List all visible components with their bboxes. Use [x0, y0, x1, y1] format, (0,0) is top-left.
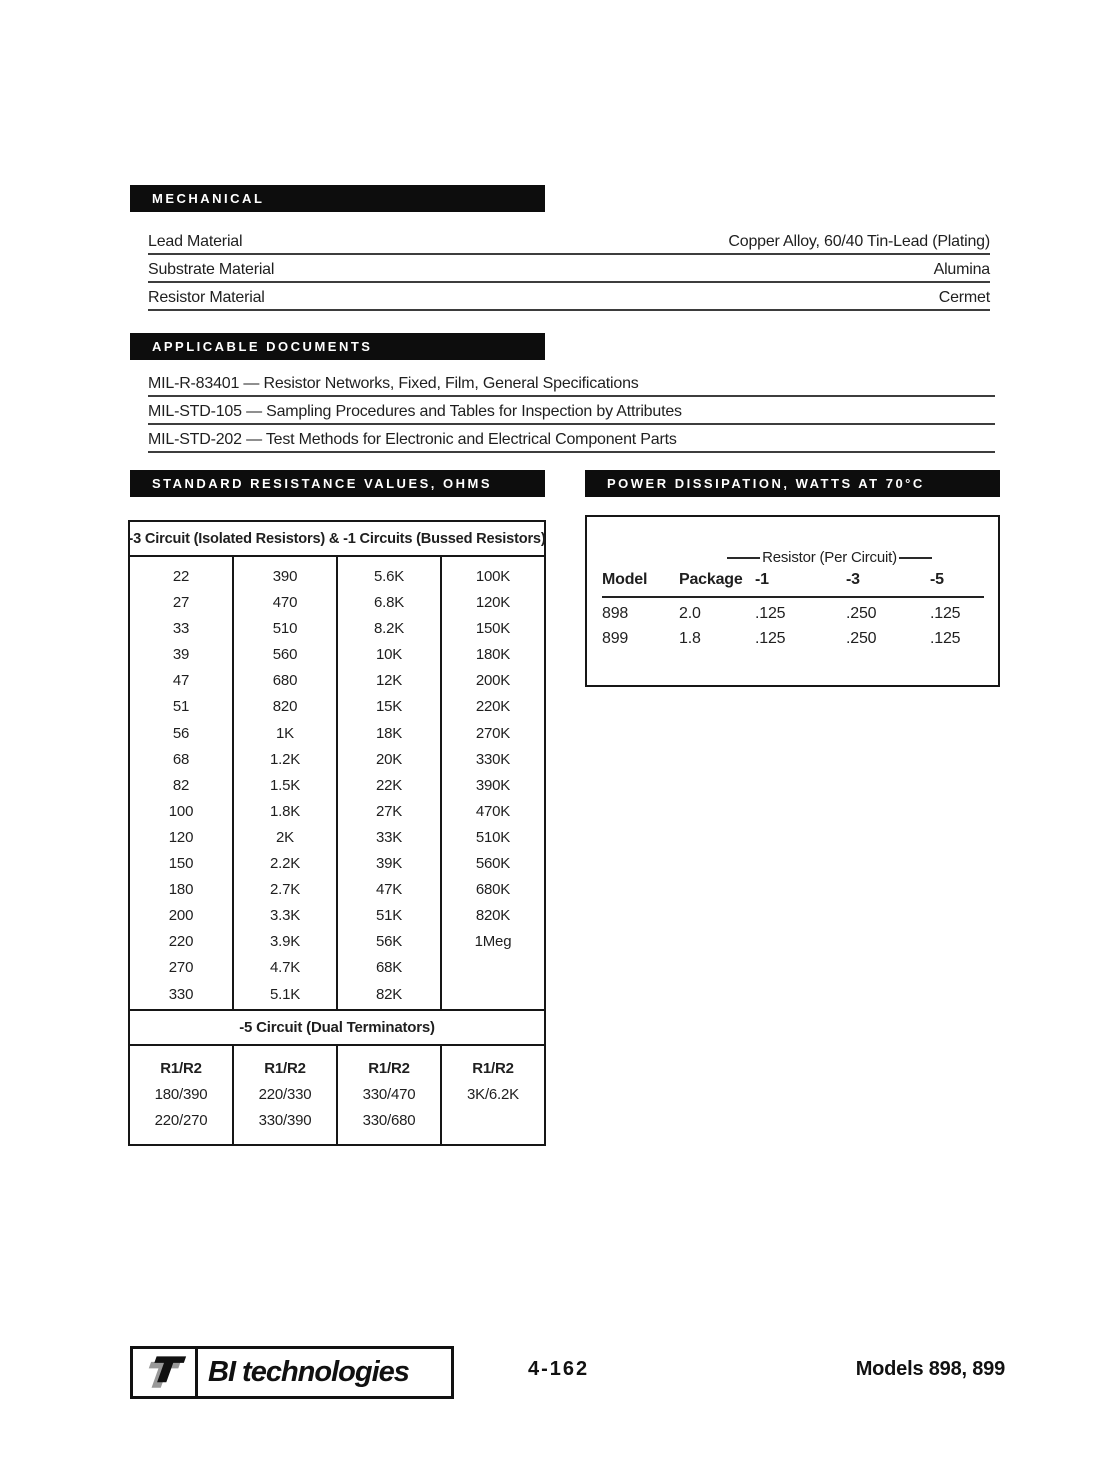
r1-r2-header: R1/R2 — [160, 1060, 202, 1077]
spec-value: Alumina — [933, 261, 990, 278]
resistance-value: 6.8K — [373, 594, 405, 612]
spec-row — [148, 255, 990, 283]
mechanical-section-title: MECHANICAL — [130, 185, 545, 212]
column-header: Model — [602, 571, 648, 588]
page-number: 4-162 — [528, 1358, 590, 1380]
mechanical-spec-list — [148, 227, 990, 311]
resistance-value: 2K — [276, 828, 294, 846]
column-header: -3 — [846, 571, 860, 588]
resistance-value: 470 — [272, 594, 298, 612]
table-cell: .125 — [930, 605, 961, 622]
power-table-row — [602, 605, 984, 623]
resistance-value: 1Meg — [474, 933, 512, 951]
resistance-column — [336, 557, 440, 1009]
dual-terminator-grid — [130, 1046, 544, 1144]
resistance-value: 20K — [375, 750, 403, 768]
resistance-value: 18K — [375, 724, 403, 742]
resistance-value: 4.7K — [269, 959, 301, 977]
models-label: Models 898, 899 — [855, 1358, 1005, 1380]
resistance-table — [128, 520, 546, 1146]
r1-r2-header: R1/R2 — [368, 1060, 410, 1077]
column-header: -5 — [930, 571, 944, 588]
resistance-value: 180 — [168, 881, 194, 899]
power-table-column-headers — [602, 571, 984, 598]
resistance-value: 5.6K — [373, 568, 405, 585]
resistance-value: 330 — [168, 985, 194, 1003]
resistance-value: 3.3K — [269, 907, 301, 925]
footer-logo — [130, 1346, 454, 1399]
standard-resistance-section-title: STANDARD RESISTANCE VALUES, OHMS — [130, 470, 545, 497]
spec-row — [148, 227, 990, 255]
dual-terminator-value: 330/680 — [362, 1112, 416, 1129]
resistance-value: 82 — [172, 776, 190, 794]
resistance-value: 56K — [375, 933, 403, 951]
resistance-value: 100K — [475, 568, 511, 585]
resistor-per-circuit-header — [727, 549, 932, 566]
r1-r2-header: R1/R2 — [472, 1060, 514, 1077]
dual-terminator-column — [440, 1046, 544, 1144]
resistance-value: 330K — [475, 750, 511, 768]
dual-terminator-value: 330/470 — [362, 1086, 416, 1103]
resistance-column — [130, 557, 232, 1009]
resistance-value: 8.2K — [373, 620, 405, 638]
resistance-column — [440, 557, 544, 1009]
resistance-value: 120 — [168, 828, 194, 846]
dual-terminator-value: 220/330 — [258, 1086, 312, 1103]
spec-value: Copper Alloy, 60/40 Tin-Lead (Plating) — [728, 233, 990, 250]
table-cell: .125 — [930, 630, 961, 647]
resistance-value: 100 — [168, 802, 194, 820]
resistance-value: 3.9K — [269, 933, 301, 951]
resistance-value: 680 — [272, 672, 298, 690]
resistance-value: 27 — [172, 594, 190, 612]
table-cell: 899 — [602, 630, 629, 647]
column-header: -1 — [755, 571, 769, 588]
resistor-per-circuit-label: Resistor (Per Circuit) — [762, 549, 897, 566]
resistance-value: 560 — [272, 646, 298, 664]
resistance-value: 270K — [475, 724, 511, 742]
resistance-value: 47K — [375, 881, 403, 899]
resistance-value — [442, 955, 544, 981]
dual-terminator-value — [442, 1108, 544, 1134]
resistance-value: 2.7K — [269, 881, 301, 899]
dual-terminator-value: 3K/6.2K — [467, 1086, 519, 1103]
resistance-value: 39K — [375, 855, 403, 873]
dash-rule — [727, 557, 760, 559]
r1-r2-header: R1/R2 — [264, 1060, 306, 1077]
resistance-value: 2.2K — [269, 855, 301, 873]
tt-logo-icon — [140, 1354, 188, 1392]
dual-terminator-value: 330/390 — [258, 1112, 312, 1129]
resistance-value: 180K — [475, 646, 511, 664]
power-table — [585, 515, 1000, 687]
resistance-value: 470K — [475, 802, 511, 820]
resistance-value: 560K — [475, 855, 511, 873]
resistance-value: 200K — [475, 672, 511, 690]
logo-text: BI technologies — [208, 1356, 409, 1388]
resistance-value: 51 — [172, 698, 190, 716]
table-cell: 2.0 — [679, 605, 701, 622]
dual-terminator-column — [336, 1046, 440, 1144]
applicable-documents-section-title: APPLICABLE DOCUMENTS — [130, 333, 545, 360]
resistance-value: 1.5K — [269, 776, 301, 794]
dual-terminator-header: -5 Circuit (Dual Terminators) — [130, 1009, 544, 1046]
resistance-value: 1.8K — [269, 802, 301, 820]
resistance-value: 56 — [172, 724, 190, 742]
column-header: Package — [679, 571, 743, 588]
resistance-value: 510K — [475, 828, 511, 846]
table-cell: .250 — [846, 605, 877, 622]
resistance-value: 15K — [375, 698, 403, 716]
table-cell: .125 — [755, 605, 786, 622]
resistance-value: 22K — [375, 776, 403, 794]
spec-row — [148, 283, 990, 311]
table-cell: 1.8 — [679, 630, 701, 647]
resistance-value: 33K — [375, 828, 403, 846]
dual-terminator-column — [130, 1046, 232, 1144]
table-cell: .250 — [846, 630, 877, 647]
resistance-value: 150K — [475, 620, 511, 638]
resistance-value: 120K — [475, 594, 511, 612]
dual-terminator-value: 220/270 — [154, 1112, 208, 1129]
resistance-value: 200 — [168, 907, 194, 925]
document-item: MIL-STD-202 — Test Methods for Electronic and Electrical Component Parts — [148, 425, 995, 453]
resistance-value: 47 — [172, 672, 190, 690]
resistance-value: 33 — [172, 620, 190, 638]
power-dissipation-section-title: POWER DISSIPATION, WATTS AT 70°C — [585, 470, 1000, 497]
resistance-value: 82K — [375, 985, 403, 1003]
resistance-value: 390K — [475, 776, 511, 794]
resistance-value: 820 — [272, 698, 298, 716]
resistance-value: 10K — [375, 646, 403, 664]
spec-label: Lead Material — [148, 233, 243, 250]
resistance-value: 27K — [375, 802, 403, 820]
resistance-value: 150 — [168, 855, 194, 873]
spec-label: Resistor Material — [148, 289, 265, 306]
table-cell: .125 — [755, 630, 786, 647]
document-item: MIL-R-83401 — Resistor Networks, Fixed, Film, General Specifications — [148, 369, 995, 397]
power-table-row — [602, 630, 984, 648]
dual-terminator-value: 180/390 — [154, 1086, 208, 1103]
resistance-value: 220 — [168, 933, 194, 951]
resistance-value: 820K — [475, 907, 511, 925]
resistance-value: 1K — [276, 724, 294, 742]
spec-label: Substrate Material — [148, 261, 275, 278]
resistance-value: 68 — [172, 750, 190, 768]
resistance-value: 390 — [272, 568, 298, 585]
applicable-documents-list — [148, 369, 995, 453]
resistance-value: 51K — [375, 907, 403, 925]
resistance-value: 270 — [168, 959, 194, 977]
resistance-value: 1.2K — [269, 750, 301, 768]
tt-logo-icon — [133, 1349, 198, 1396]
resistance-table-header: -3 Circuit (Isolated Resistors) & -1 Circuits (Bussed Resistors) — [130, 522, 544, 557]
resistance-value: 220K — [475, 698, 511, 716]
resistance-value: 5.1K — [269, 985, 301, 1003]
resistance-value: 68K — [375, 959, 403, 977]
spec-value: Cermet — [938, 289, 990, 306]
resistance-value — [442, 982, 544, 1008]
table-cell: 898 — [602, 605, 629, 622]
dash-rule — [899, 557, 932, 559]
resistance-value: 680K — [475, 881, 511, 899]
resistance-column — [232, 557, 336, 1009]
dual-terminator-column — [232, 1046, 336, 1144]
resistance-value: 22 — [172, 568, 190, 585]
resistance-value: 510 — [272, 620, 298, 638]
resistance-value: 12K — [375, 672, 403, 690]
document-item: MIL-STD-105 — Sampling Procedures and Tables for Inspection by Attributes — [148, 397, 995, 425]
resistance-grid — [130, 557, 544, 1009]
resistance-value: 39 — [172, 646, 190, 664]
